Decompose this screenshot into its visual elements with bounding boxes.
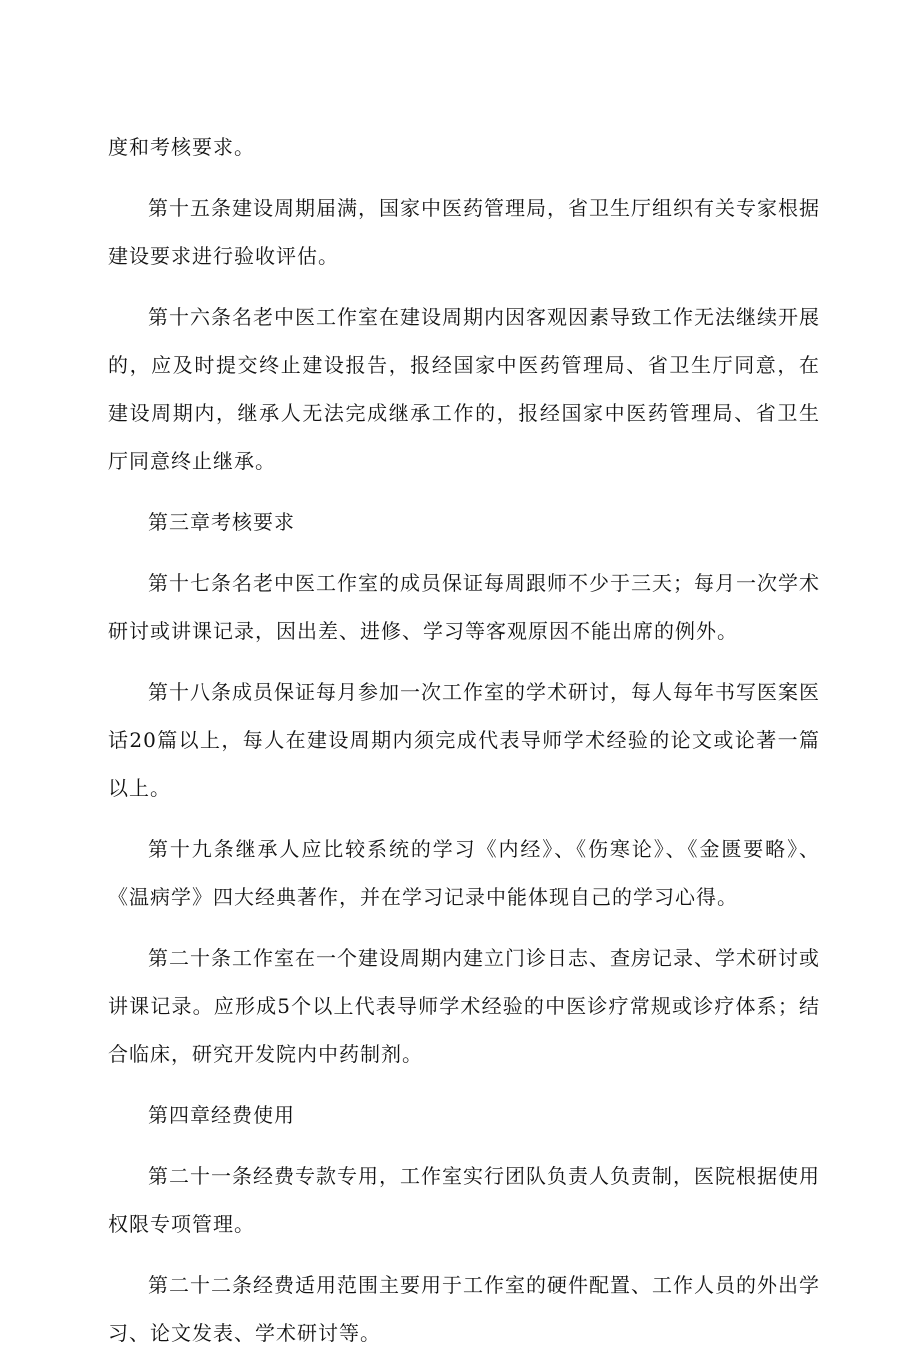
article-17: 第十七条名老中医工作室的成员保证每周跟师不少于三天；每月一次学术研讨或讲课记录，因出差、进修、学习等客观原因不能出席的例外。 — [108, 571, 820, 643]
article-18: 第十八条成员保证每月参加一次工作室的学术研讨，每人每年书写医案医话20篇以上，每人在建设周期内须完成代表导师学术经验的论文或论著一篇以上。 — [108, 680, 820, 800]
article-20: 第二十条工作室在一个建设周期内建立门诊日志、查房记录、学术研讨或讲课记录。应形成5个以上代表导师学术经验的中医诊疗常规或诊疗体系；结合临床，研究开发院内中药制剂。 — [108, 946, 820, 1066]
paragraph-continuation: 度和考核要求。 — [108, 135, 255, 159]
article-15: 第十五条建设周期届满，国家中医药管理局，省卫生厅组织有关专家根据建设要求进行验收评估。 — [108, 196, 820, 268]
article-19: 第十九条继承人应比较系统的学习《内经》、《伤寒论》、《金匮要略》、《温病学》四大经典著作，并在学习记录中能体现自己的学习心得。 — [108, 837, 820, 909]
document-body — [108, 123, 820, 1370]
article-16: 第十六条名老中医工作室在建设周期内因客观因素导致工作无法继续开展的，应及时提交终止建设报告，报经国家中医药管理局、省卫生厅同意，在建设周期内，继承人无法完成继承工作的，报经国家中医药管理局、省卫生厅同意终止继承。 — [108, 305, 820, 473]
article-21: 第二十一条经费专款专用，工作室实行团队负责人负责制，医院根据使用权限专项管理。 — [108, 1164, 820, 1236]
article-22: 第二十二条经费适用范围主要用于工作室的硬件配置、工作人员的外出学习、论文发表、学术研讨等。 — [108, 1273, 820, 1345]
chapter-3-heading: 第三章考核要求 — [148, 510, 295, 534]
chapter-4-heading: 第四章经费使用 — [148, 1103, 295, 1127]
